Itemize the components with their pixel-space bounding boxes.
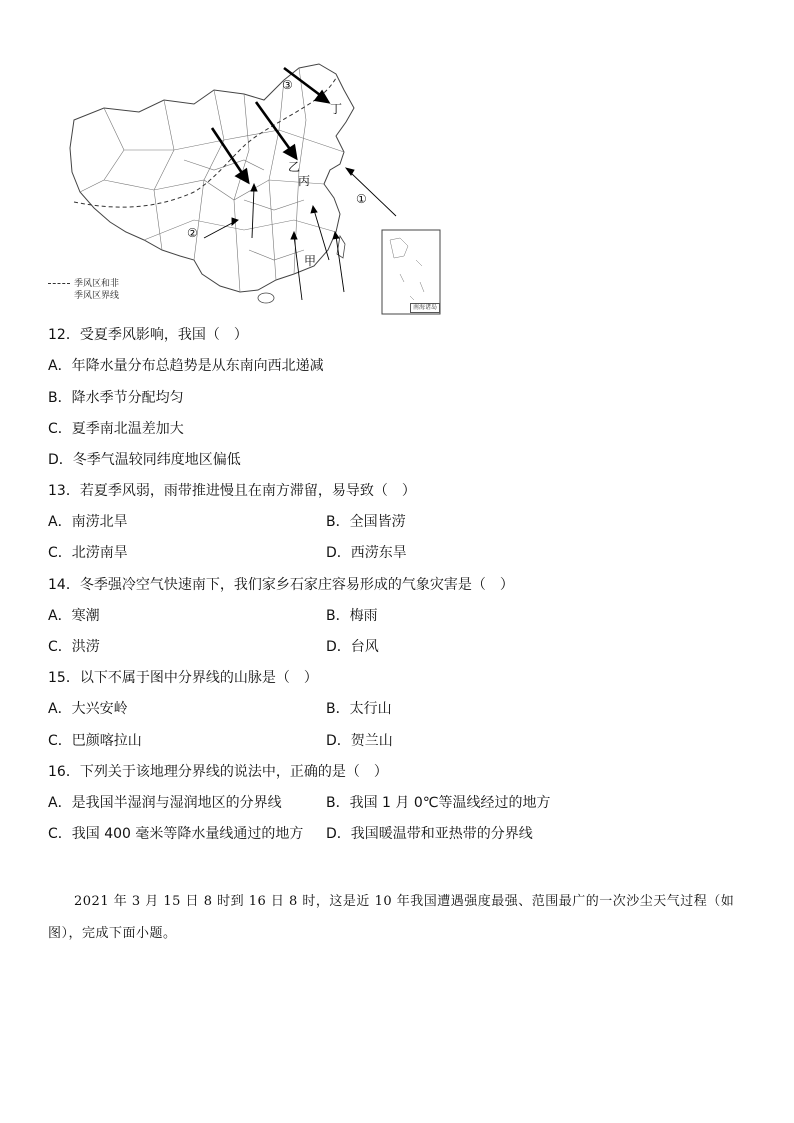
china-monsoon-map [44, 60, 444, 320]
question-14-stem: 14．冬季强冷空气快速南下，我们家乡石家庄容易形成的气象灾害是（ ） [48, 577, 514, 593]
q16-option-b[interactable]: B．我国 1 月 0℃等温线经过的地方 [326, 795, 551, 811]
q16-option-d[interactable]: D．我国暖温带和亚热带的分界线 [326, 826, 533, 842]
q15-option-b[interactable]: B．太行山 [326, 701, 392, 717]
reading-passage: 2021 年 3 月 15 日 8 时到 16 日 8 时，这是近 10 年我国遭遇强度最强、范围最广的一次沙尘天气过程（如图），完成下面小题。 [48, 894, 735, 941]
q16-option-a[interactable]: A．是我国半湿润与湿润地区的分界线 [48, 795, 282, 811]
map-legend: 季风区和非 季风区界线 [48, 278, 119, 302]
monsoon-boundary-line [74, 78, 336, 207]
q12-option-c[interactable]: C．夏季南北温差加大 [48, 421, 184, 437]
map-label-3: ③ [282, 78, 293, 92]
q12-option-a[interactable]: A．年降水量分布总趋势是从东南向西北递减 [48, 358, 324, 374]
legend-dash-line [48, 283, 70, 284]
map-label-bing: 丙 [298, 174, 311, 188]
map-label-1: ① [356, 192, 367, 206]
question-16-stem: 16．下列关于该地理分界线的说法中，正确的是（ ） [48, 764, 388, 780]
question-13-stem: 13．若夏季风弱，雨带推进慢且在南方滞留，易导致（ ） [48, 483, 416, 499]
q15-option-a[interactable]: A．大兴安岭 [48, 701, 128, 717]
q14-option-d[interactable]: D．台风 [326, 639, 379, 655]
q16-option-c[interactable]: C．我国 400 毫米等降水量线通过的地方 [48, 826, 304, 842]
q12-option-b[interactable]: B．降水季节分配均匀 [48, 390, 184, 406]
q12-option-d[interactable]: D．冬季气温较同纬度地区偏低 [48, 452, 241, 468]
map-label-jia: 甲 [304, 254, 317, 268]
q15-option-d[interactable]: D．贺兰山 [326, 733, 393, 749]
taiwan-island [337, 236, 345, 258]
q14-option-b[interactable]: B．梅雨 [326, 608, 378, 624]
q15-option-c[interactable]: C．巴颜喀拉山 [48, 733, 142, 749]
inset-label: 南海诸岛 [410, 303, 440, 313]
hainan-island [258, 293, 274, 303]
map-label-2: ② [187, 226, 198, 240]
q14-option-c[interactable]: C．洪涝 [48, 639, 100, 655]
q14-option-a[interactable]: A．寒潮 [48, 608, 100, 624]
q13-option-d[interactable]: D．西涝东旱 [326, 545, 407, 561]
q13-option-c[interactable]: C．北涝南旱 [48, 545, 128, 561]
question-15-stem: 15．以下不属于图中分界线的山脉是（ ） [48, 670, 318, 686]
map-label-ding: 丁 [330, 102, 343, 116]
q13-option-a[interactable]: A．南涝北旱 [48, 514, 128, 530]
map-label-yi: 乙 [288, 160, 301, 174]
question-12-stem: 12．受夏季风影响，我国（ ） [48, 327, 248, 343]
q13-option-b[interactable]: B．全国皆涝 [326, 514, 406, 530]
